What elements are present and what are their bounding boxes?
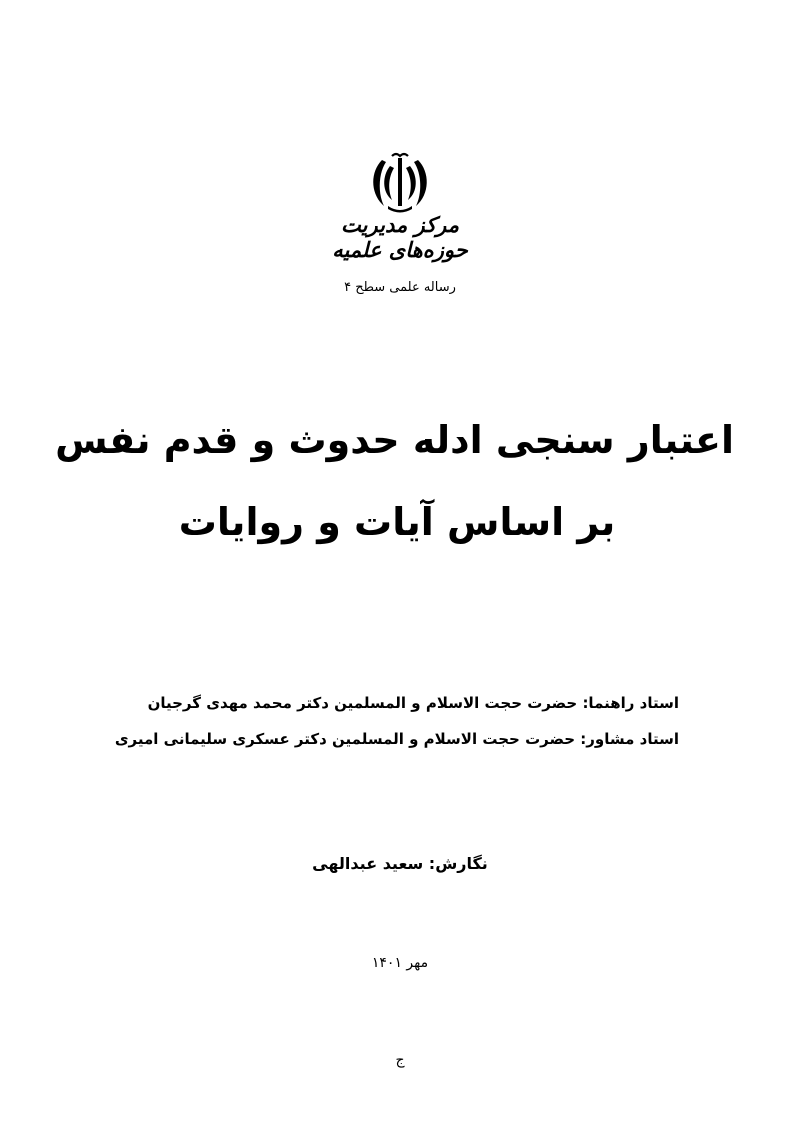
thesis-level: رساله علمی سطح ۴ [344, 280, 456, 295]
page-number: ج [395, 1052, 405, 1068]
author-line: نگارش: سعید عبدالهی [312, 854, 488, 873]
iran-emblem-icon [368, 150, 432, 216]
consultant-line: استاد مشاور: حضرت حجت الاسلام و المسلمین دکتر عسکری سلیمانی امیری [114, 730, 679, 748]
thesis-title-line-2: بر اساس آیات و روایات [178, 500, 616, 544]
date-line: مهر ۱۴۰۱ [371, 955, 429, 971]
thesis-title-line-1: اعتبار سنجی ادله حدوث و قدم نفس [55, 418, 734, 462]
organization-name: مرکز مدیریت حوزه‌های علمیه [332, 212, 468, 262]
advisor-line: استاد راهنما: حضرت حجت الاسلام و المسلمین دکتر محمد مهدی گرجیان [147, 694, 679, 712]
